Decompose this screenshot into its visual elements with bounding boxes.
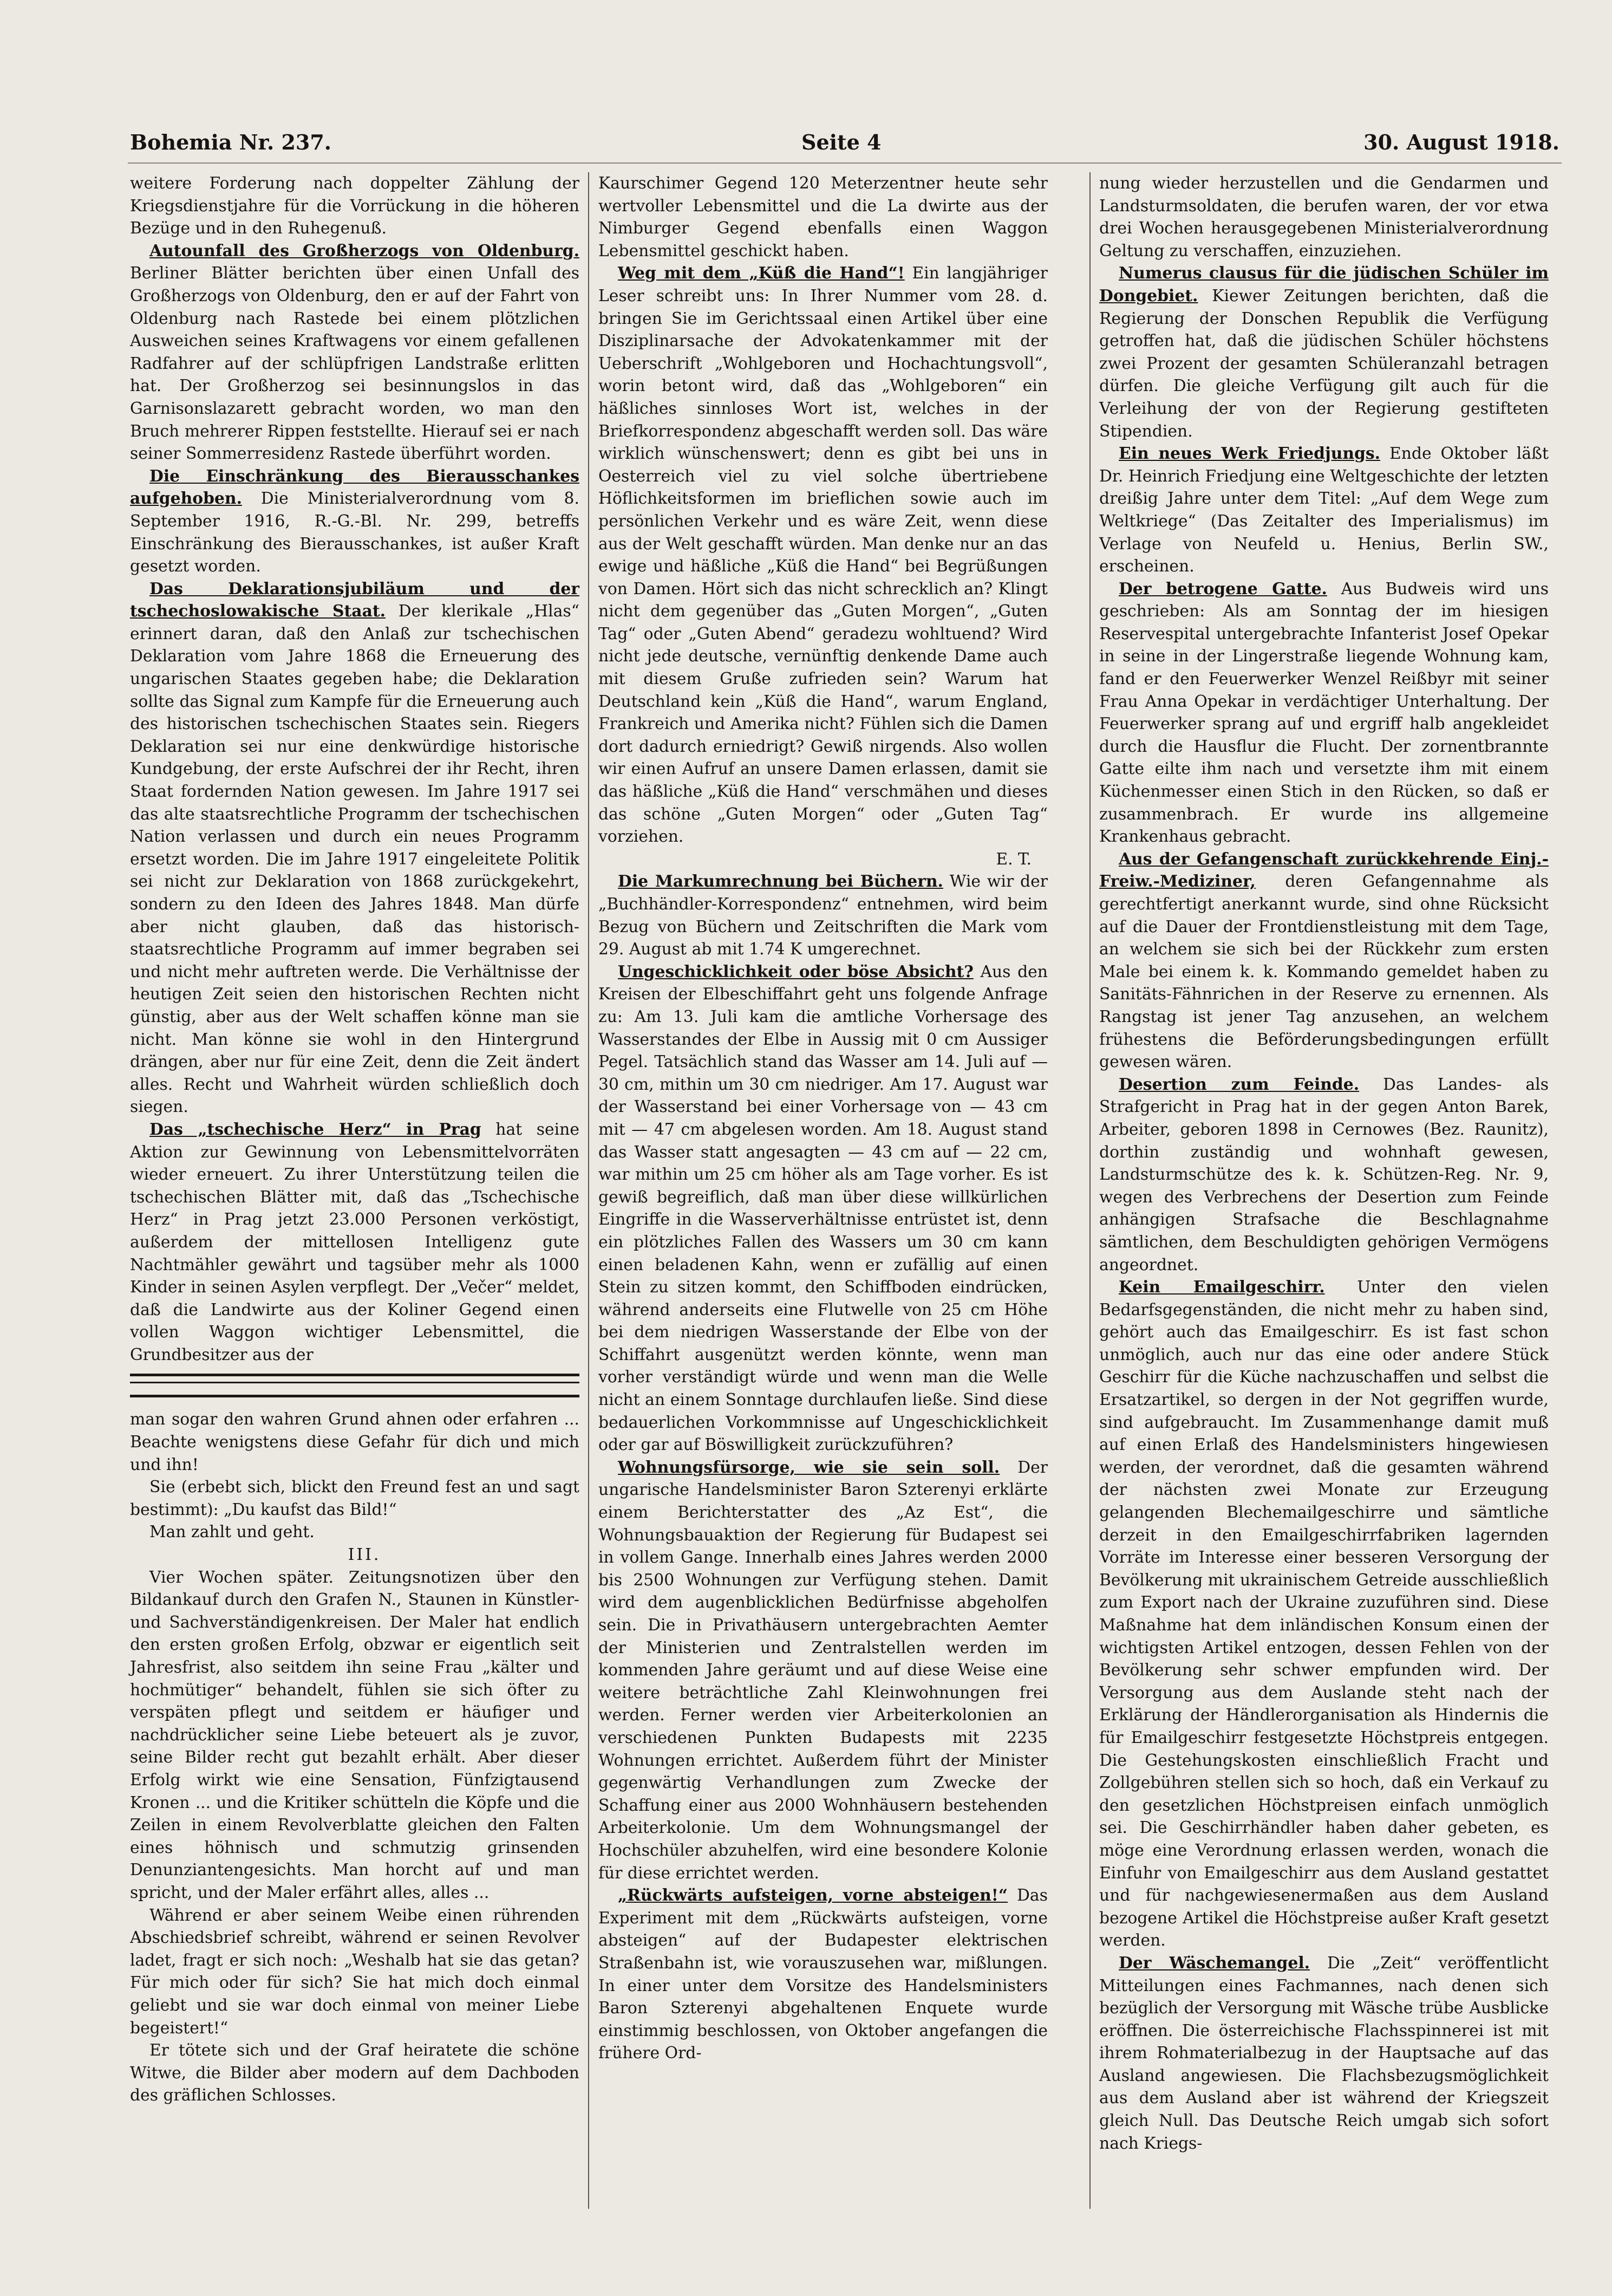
article-continuation: Kaurschimer Gegend 120 Meterzentner heute sehr wertvoller Lebensmittel und die La dwirte aus der Nimburger Gegend ebenfalls einen Waggon Lebensmittel geschickt haben. — [598, 174, 1048, 261]
article-headline: Numerus clausus für die jüdischen Schüler im Dongebiet. — [1099, 264, 1549, 305]
header-page-number: Seite 4 — [801, 130, 882, 154]
header-rule — [128, 162, 1562, 164]
article-headline: Ein neues Werk Friedjungs. — [1119, 444, 1381, 464]
article-body: Berliner Blätter berichten über einen Unfall des Großherzogs von Oldenburg, den er auf der Fahrt von Oldenburg nach Rastede bei einem plötzlichen Ausweichen seines Kraftwagens vor einem gefallenen Radfahrer auf der schlüpfrigen Landstraße erlitten hat. Der Großherzog sei besinnungslos in das Garnisonslazarett gebracht worden, wo man den Bruch mehrerer Rippen feststellte. Hierauf sei er nach seiner Sommerresidenz Rastede überführt worden. — [130, 264, 579, 464]
article-body: Wie wir der „Buchhändler-Korrespondenz“ entnehmen, wird beim Bezug von Büchern und Zeitschriften die Mark vom 29. August ab mit 1.74 K umgerechnet. — [598, 872, 1048, 959]
column-rule — [588, 172, 589, 2209]
article-headline: Desertion zum Feinde. — [1119, 1075, 1360, 1094]
article-body: Ende Oktober läßt Dr. Heinrich Friedjung eine Weltgeschichte der letzten dreißig Jahre unter dem Titel: „Auf dem Wege zum Weltkriege“ (Das Zeitalter des Imperialismus) im Verlage von Neufeld u. Henius, Berlin SW., erscheinen. — [1099, 444, 1549, 576]
article-headline: Die Markumrechnung bei Büchern. — [618, 872, 943, 892]
article-body: deren Gefangennahme als gerechtfertigt anerkannt wurde, sind ohne Rücksicht auf die Dauer der Frontdienstleistung mit dem Tage, an welchem sie sich bei der Rückkehr zum ersten Male bei einem k. k. Kommando gemeldet haben zu Sanitäts-Fähnrichen in der Reserve zu ernennen. Als Rangstag ist jener Tag anzusehen, an welchem frühestens die Beförderungsbedingungen erfüllt gewesen wären. — [1099, 872, 1549, 1072]
feuilleton-paragraph: Während er aber seinem Weibe einen rührenden Abschiedsbrief schreibt, während er seinen Revolver ladet, fragt er sich noch: „Weshalb hat sie das getan? Für mich oder für sich? Sie hat mich doch einmal geliebt und sie war doch einmal von meiner Liebe begeistert!“ — [130, 1905, 579, 2038]
article-waeschemangel — [1099, 1952, 1549, 2155]
article-tschechisches-herz — [130, 1118, 579, 1367]
article-continuation: nung wieder herzustellen und die Gendarmen und Landsturmsoldaten, die berufen waren, der vor etwa drei Wochen herausgegebenen Ministerialverordnung Geltung zu verschaffen, einzuziehen. — [1099, 174, 1549, 261]
article-friedjung — [1099, 443, 1549, 578]
article-oldenburg — [130, 240, 579, 465]
article-body: Die „Zeit“ veröffentlicht Mitteilungen eines Fachmannes, nach denen sich bezüglich der Versorgung mit Wäsche trübe Ausblicke eröffnen. Die österreichische Flachsspinnerei ist mit ihrem Rohmaterialbezug in der Hauptsache auf das Ausland angewiesen. Die Flachsbezugsmöglichkeit aus dem Ausland aber ist während der Kriegszeit gleich Null. Das Deutsche Reich umgab sich sofort nach Kriegs- — [1099, 1953, 1549, 2153]
article-kuess-die-hand — [598, 262, 1048, 848]
article-body: Ein langjähriger Leser schreibt uns: In Ihrer Nummer vom 28. d. bringen Sie im Gerichtssaal einen Artikel über eine Disziplinarsache der Advokatenkammer mit der Ueberschrift „Wohlgeboren und Hochachtungsvoll“, worin betont wird, daß das „Wohlgeboren“ ein häßliches sinnloses Wort ist, welches in der Briefkorrespondenz abgeschafft werden soll. Das wäre wirklich wünschenswert; denn es gibt bei uns in Oesterreich viel zu viel solche übertriebene Höflichkeitsformen im brieflichen sowie auch im persönlichen Verkehr und es wäre Zeit, wenn diese aus der Welt geschafft würden. Man denke nur an das ewige und häßliche „Küß die Hand“ bei Begrüßungen von Damen. Hört sich das nicht schrecklich an? Klingt nicht dem gegenüber das „Guten Morgen“, „Guten Tag“ oder „Guten Abend“ geradezu wohltuend? Wird nicht jede deutsche, vernünftig denkende Dame auch mit diesem Gruße zufrieden sein? Warum hat Deutschland kein „Küß die Hand“, warum England, Frankreich und Amerika nicht? Fühlen sich die Damen dort dadurch erniedrigt? Gewiß nirgends. Also wollen wir einen Aufruf an unsere Damen erlassen, damit sie das häßliche „Küß die Hand“ verschmähen und dieses das schöne „Guten Morgen“ oder „Guten Tag“ vorziehen. — [598, 264, 1048, 847]
header-publication: Bohemia Nr. 237. — [130, 130, 332, 154]
article-bierausschank — [130, 465, 579, 578]
article-headline: Die Einschränkung des Bierausschankes aufgehoben. — [130, 466, 579, 509]
feuilleton-paragraph: Sie (erbebt sich, blickt den Freund fest an und sagt bestimmt): „Du kaufst das Bild!“ — [130, 1478, 579, 1519]
article-betrogene-gatte — [1099, 578, 1549, 848]
article-ungeschicklichkeit — [598, 961, 1048, 1456]
article-continuation: weitere Forderung nach doppelter Zählung der Kriegsdienstjahre für die Vorrückung in die höheren Bezüge und in den Ruhegenuß. — [130, 174, 579, 238]
article-markumrechnung — [598, 870, 1048, 960]
article-body: Das Experiment mit dem „Rückwärts aufsteigen, vorne absteigen“ auf der Budapester elektrischen Straßenbahn ist, wie vorauszusehen war, mißlungen. In einer unter dem Vorsitze des Handelsministers Baron Szterenyi abgehaltenen Enquete wurde einstimmig beschlossen, von Oktober angefangen die frühere Ord- — [598, 1886, 1048, 2063]
article-body: Aus Budweis wird uns geschrieben: Als am Sonntag der im hiesigen Reservespital untergebrachte Infanterist Josef Opekar in seine in der Lingerstraße liegende Wohnung kam, fand er den Feuerwerker Wenzel Reißbyr mit seiner Frau Anna Opekar in verdächtiger Unterhaltung. Der Feuerwerker sprang auf und ergriff halb angekleidet durch die Hausflur die Flucht. Der zornentbrannte Gatte eilte ihm nach und versetzte ihm mit einem Küchenmesser einen Stich in den Rücken, so daß er zusammenbrach. Er wurde ins allgemeine Krankenhaus gebracht. — [1099, 579, 1549, 847]
article-deklaration — [130, 578, 579, 1118]
article-headline: Wohnungsfürsorge, wie sie sein soll. — [618, 1458, 1000, 1477]
feuilleton-paragraph: man sogar den wahren Grund ahnen oder erfahren ... Beachte wenigstens diese Gefahr für dich und mich und ihn! — [130, 1410, 579, 1474]
article-headline: Weg mit dem „Küß die Hand“! — [618, 264, 905, 283]
article-numerus-clausus — [1099, 262, 1549, 443]
article-headline: Aus der Gefangenschaft zurückkehrende Einj.-Freiw.-Mediziner, — [1099, 849, 1549, 892]
article-gefangenschaft — [1099, 848, 1549, 1074]
article-signature: E. T. — [996, 849, 1032, 869]
column-rule — [1089, 172, 1091, 2209]
article-wohnungsfuersorge — [598, 1456, 1048, 1884]
article-headline: Ungeschicklichkeit oder böse Absicht? — [618, 962, 974, 981]
feuilleton-paragraph: Vier Wochen später. Zeitungsnotizen über den Bildankauf durch den Grafen N., Staunen in Künstler- und Sachverständigenkreisen. Der Maler hat endlich den ersten großen Erfolg, obzwar er eigentlich seit Jahresfrist, also seitdem ihn seine Frau „kälter und hochmütiger“ behandelt, fühlen sie sich öfter zu verspäten pflegt und seitdem er häufiger und nachdrücklicher seine Liebe beteuert als je zuvor, seine Bilder recht gut bezahlt erhält. Aber dieser Erfolg wirkt wie eine Sensation, Fünfzigtausend Kronen ... und die Kritiker schütteln die Köpfe und die Zeilen in einem Revolverblatte gleichen den Falten eines höhnisch und schmutzig grinsenden Denunziantengesichts. Man horcht auf und man spricht, und der Maler erfährt alles, alles ... — [130, 1567, 579, 1902]
header-date: 30. August 1918. — [1363, 130, 1559, 154]
article-headline: Das „tschechische Herz“ in Prag — [149, 1120, 481, 1139]
article-headline: Autounfall des Großherzogs von Oldenburg. — [149, 241, 579, 261]
article-rueckwaerts — [598, 1884, 1048, 2065]
column-1 — [130, 172, 579, 2107]
article-body: Das Landes- als Strafgericht in Prag hat in der gegen Anton Barek, Arbeiter, geboren 1898 in Cernowes (Bez. Raunitz), dorthin zuständig und wohnhaft gewesen, Landsturmschütze des k. k. Schützen-Reg. Nr. 9, wegen des Verbrechens der Desertion zum Feinde anhängigen Strafsache die Beschlagnahme sämtlichen, dem Beschuldigten gehörigen Vermögens angeordnet. — [1099, 1075, 1549, 1274]
column-3 — [1099, 172, 1549, 2155]
article-desertion — [1099, 1074, 1549, 1276]
feuilleton-paragraph: Er tötete sich und der Graf heiratete die schöne Witwe, die Bilder aber modern auf dem Dachboden des gräflichen Schlosses. — [130, 2041, 579, 2105]
article-body: Der klerikale „Hlas“ erinnert daran, daß den Anlaß zur tschechischen Deklaration vom Jahre 1868 die Erneuerung des ungarischen Staates gegeben habe; die Deklaration sollte das Signal zum Kampfe für die Erneuerung auch des historischen tschechischen Staates sein. Riegers Deklaration sei nur eine denkwürdige historische Kundgebung, der erste Aufschrei der ihr Recht, ihren Staat fordernden Nation gewesen. Im Jahre 1917 sei das alte staatsrechtliche Programm der tschechischen Nation verlassen und durch ein neues Programm ersetzt worden. Die im Jahre 1917 eingeleitete Politik sei nicht zur Deklaration von 1868 zurückgekehrt, sondern zu den Ideen des Jahres 1848. Man dürfe aber nicht glauben, daß das historisch-staatsrechtliche Programm auf immer begraben sei und nicht mehr auftreten werde. Die Verhältnisse der heutigen Zeit seien den historischen Rechten nicht günstig, aber aus der Welt schaffen könne man sie nicht. Man könne sie wohl in den Hintergrund drängen, aber nur für eine Zeit, denn die Zeit ändert alles. Recht und Wahrheit würden schließlich doch siegen. — [130, 602, 579, 1117]
article-body: Kiewer Zeitungen berichten, daß die Regierung der Donschen Republik die Verfügung getroffen hat, daß die jüdischen Schüler höchstens zwei Prozent der gesamten Schüleranzahl betragen dürfen. Die gleiche Verfügung gilt auch für die Verleihung der von der Regierung gestifteten Stipendien. — [1099, 286, 1549, 441]
article-headline: Der betrogene Gatte. — [1119, 579, 1327, 599]
page-header — [130, 130, 1559, 162]
feuilleton-separator — [130, 1374, 579, 1397]
article-body: Der ungarische Handelsminister Baron Szterenyi erklärte einem Berichterstatter des „Az Est“, die Wohnungsbauaktion der Regierung für Budapest sei in vollem Gange. Innerhalb eines Jahres werden 2000 bis 2500 Wohnungen zur Verfügung stehen. Damit wird dem augenblicklichen Bedürfnisse abgeholfen sein. Die in Privathäusern untergebrachten Aemter der Ministerien und Zentralstellen werden im kommenden Jahre geräumt und auf diese Weise eine weitere beträchtliche Zahl Kleinwohnungen frei werden. Ferner werden vier Arbeiterkolonien an verschiedenen Punkten Budapests mit 2235 Wohnungen errichtet. Außerdem führt der Minister gegenwärtig Verhandlungen zum Zwecke der Schaffung einer aus 2000 Wohnhäusern bestehenden Arbeiterkolonie. Um dem Wohnungsmangel der Hochschüler abzuhelfen, wird eine besondere Kolonie für diese errichtet werden. — [598, 1458, 1048, 1883]
article-body: Die Ministerialverordnung vom 8. September 1916, R.-G.-Bl. Nr. 299, betreffs Einschränkung des Bierausschankes, ist außer Kraft gesetzt worden. — [130, 489, 579, 576]
column-2 — [598, 172, 1048, 2065]
feuilleton-paragraph: Man zahlt und geht. — [149, 1523, 315, 1542]
article-body: Aus den Kreisen der Elbeschiffahrt geht uns folgende Anfrage zu: Am 13. Juli kam die amtliche Vorhersage des Wasserstandes der Elbe in Aussig mit 0 cm Aussiger Pegel. Tatsächlich stand das Wasser am 14. Juli auf — 30 cm, mithin um 30 cm niedriger. Am 17. August war der Wasserstand bei einer Vorhersage von — 43 cm mit — 47 cm abgelesen worden. Am 18. August stand das Wasser statt angesagten — 43 cm auf — 22 cm, war mithin um 25 cm höher als am Tage vorher. Es ist gewiß begreiflich, daß man über diese willkürlichen Eingriffe in die Wasserverhältnisse entrüstet ist, denn ein plötzliches Fallen des Wassers um 30 cm kann einen beladenen Kahn, wenn er zufällig auf einen Stein zu sitzen kommt, den Schiffboden eindrücken, während anderseits eine Flutwelle von 25 cm Höhe bei dem niedrigen Wasserstande der Elbe von der Schiffahrt ausgenützt werden könnte, wenn man vorher verständigt würde und wenn man die Welle nicht an einem Sonntage durchlaufen ließe. Sind diese bedauerlichen Vorkommnisse auf Ungeschicklichkeit oder gar auf Böswilligkeit zurückzuführen? — [598, 962, 1048, 1455]
article-body: hat seine Aktion zur Gewinnung von Lebensmittelvorräten wieder erneuert. Zu ihrer Unterstützung teilen die tschechischen Blätter mit, daß das „Tschechische Herz“ in Prag jetzt 23.000 Personen verköstigt, außerdem der mittellosen Intelligenz gute Nachtmähler gewährt und tagsüber mehr als 1000 Kinder in seinen Asylen verpflegt. Der „Večer“ meldet, daß die Landwirte aus der Koliner Gegend einen vollen Waggon wichtiger Lebensmittel, die Grundbesitzer aus der — [130, 1120, 579, 1364]
article-headline: „Rückwärts aufsteigen, vorne absteigen!“ — [618, 1886, 1008, 1905]
feuilleton-chapter: III. — [348, 1545, 381, 1565]
article-headline: Der Wäschemangel. — [1119, 1953, 1310, 1973]
article-body: Unter den vielen Bedarfsgegenständen, die nicht mehr zu haben sind, gehört auch das Emailgeschirr. Es ist fast schon unmöglich, auch nur das eine oder andere Stück Geschirr für die Küche nachzuschaffen und selbst die Ersatzartikel, so dergen in der Not gegriffen wurde, sind aufgebraucht. Im Zusammenhange damit muß auf einen Erlaß des Handelsministers hingewiesen werden, der verordnet, daß die gesamten während der nächsten zwei Monate zur Erzeugung gelangenden Blechemailgeschirre und sämtliche derzeit in den Emailgeschirrfabriken lagernden Vorräte im Interesse einer besseren Versorgung der Bevölkerung mit ukrainischem Getreide ausschließlich zum Export nach der Ukraine zuzuführen sind. Diese Maßnahme hat dem inländischen Konsum einen der wichtigsten Artikel entzogen, dessen Fehlen von der Bevölkerung sehr schwer empfunden wird. Der Versorgung aus dem Auslande steht nach der Erklärung der Händlerorganisation als Hindernis die für Emailgeschirr festgesetzte Höchstpreis entgegen. Die Gestehungskosten einschließlich Fracht und Zollgebühren stellen sich so hoch, daß ein Verkauf zu den gesetzlichen Höchstpreisen einfach unmöglich sei. Die Geschirrhändler haben daher gebeten, es möge eine Verordnung erlassen werden, wonach die Einfuhr von Emailgeschirr aus dem Ausland gestattet und für nachgewiesenermaßen aus dem Ausland bezogene Artikel die Höchstpreise außer Kraft gesetzt werden. — [1099, 1278, 1549, 1950]
article-headline: Das Deklarationsjubiläum und der tschechoslowakische Staat. — [130, 579, 579, 621]
article-emailgeschirr — [1099, 1276, 1549, 1952]
article-headline: Kein Emailgeschirr. — [1119, 1278, 1325, 1297]
